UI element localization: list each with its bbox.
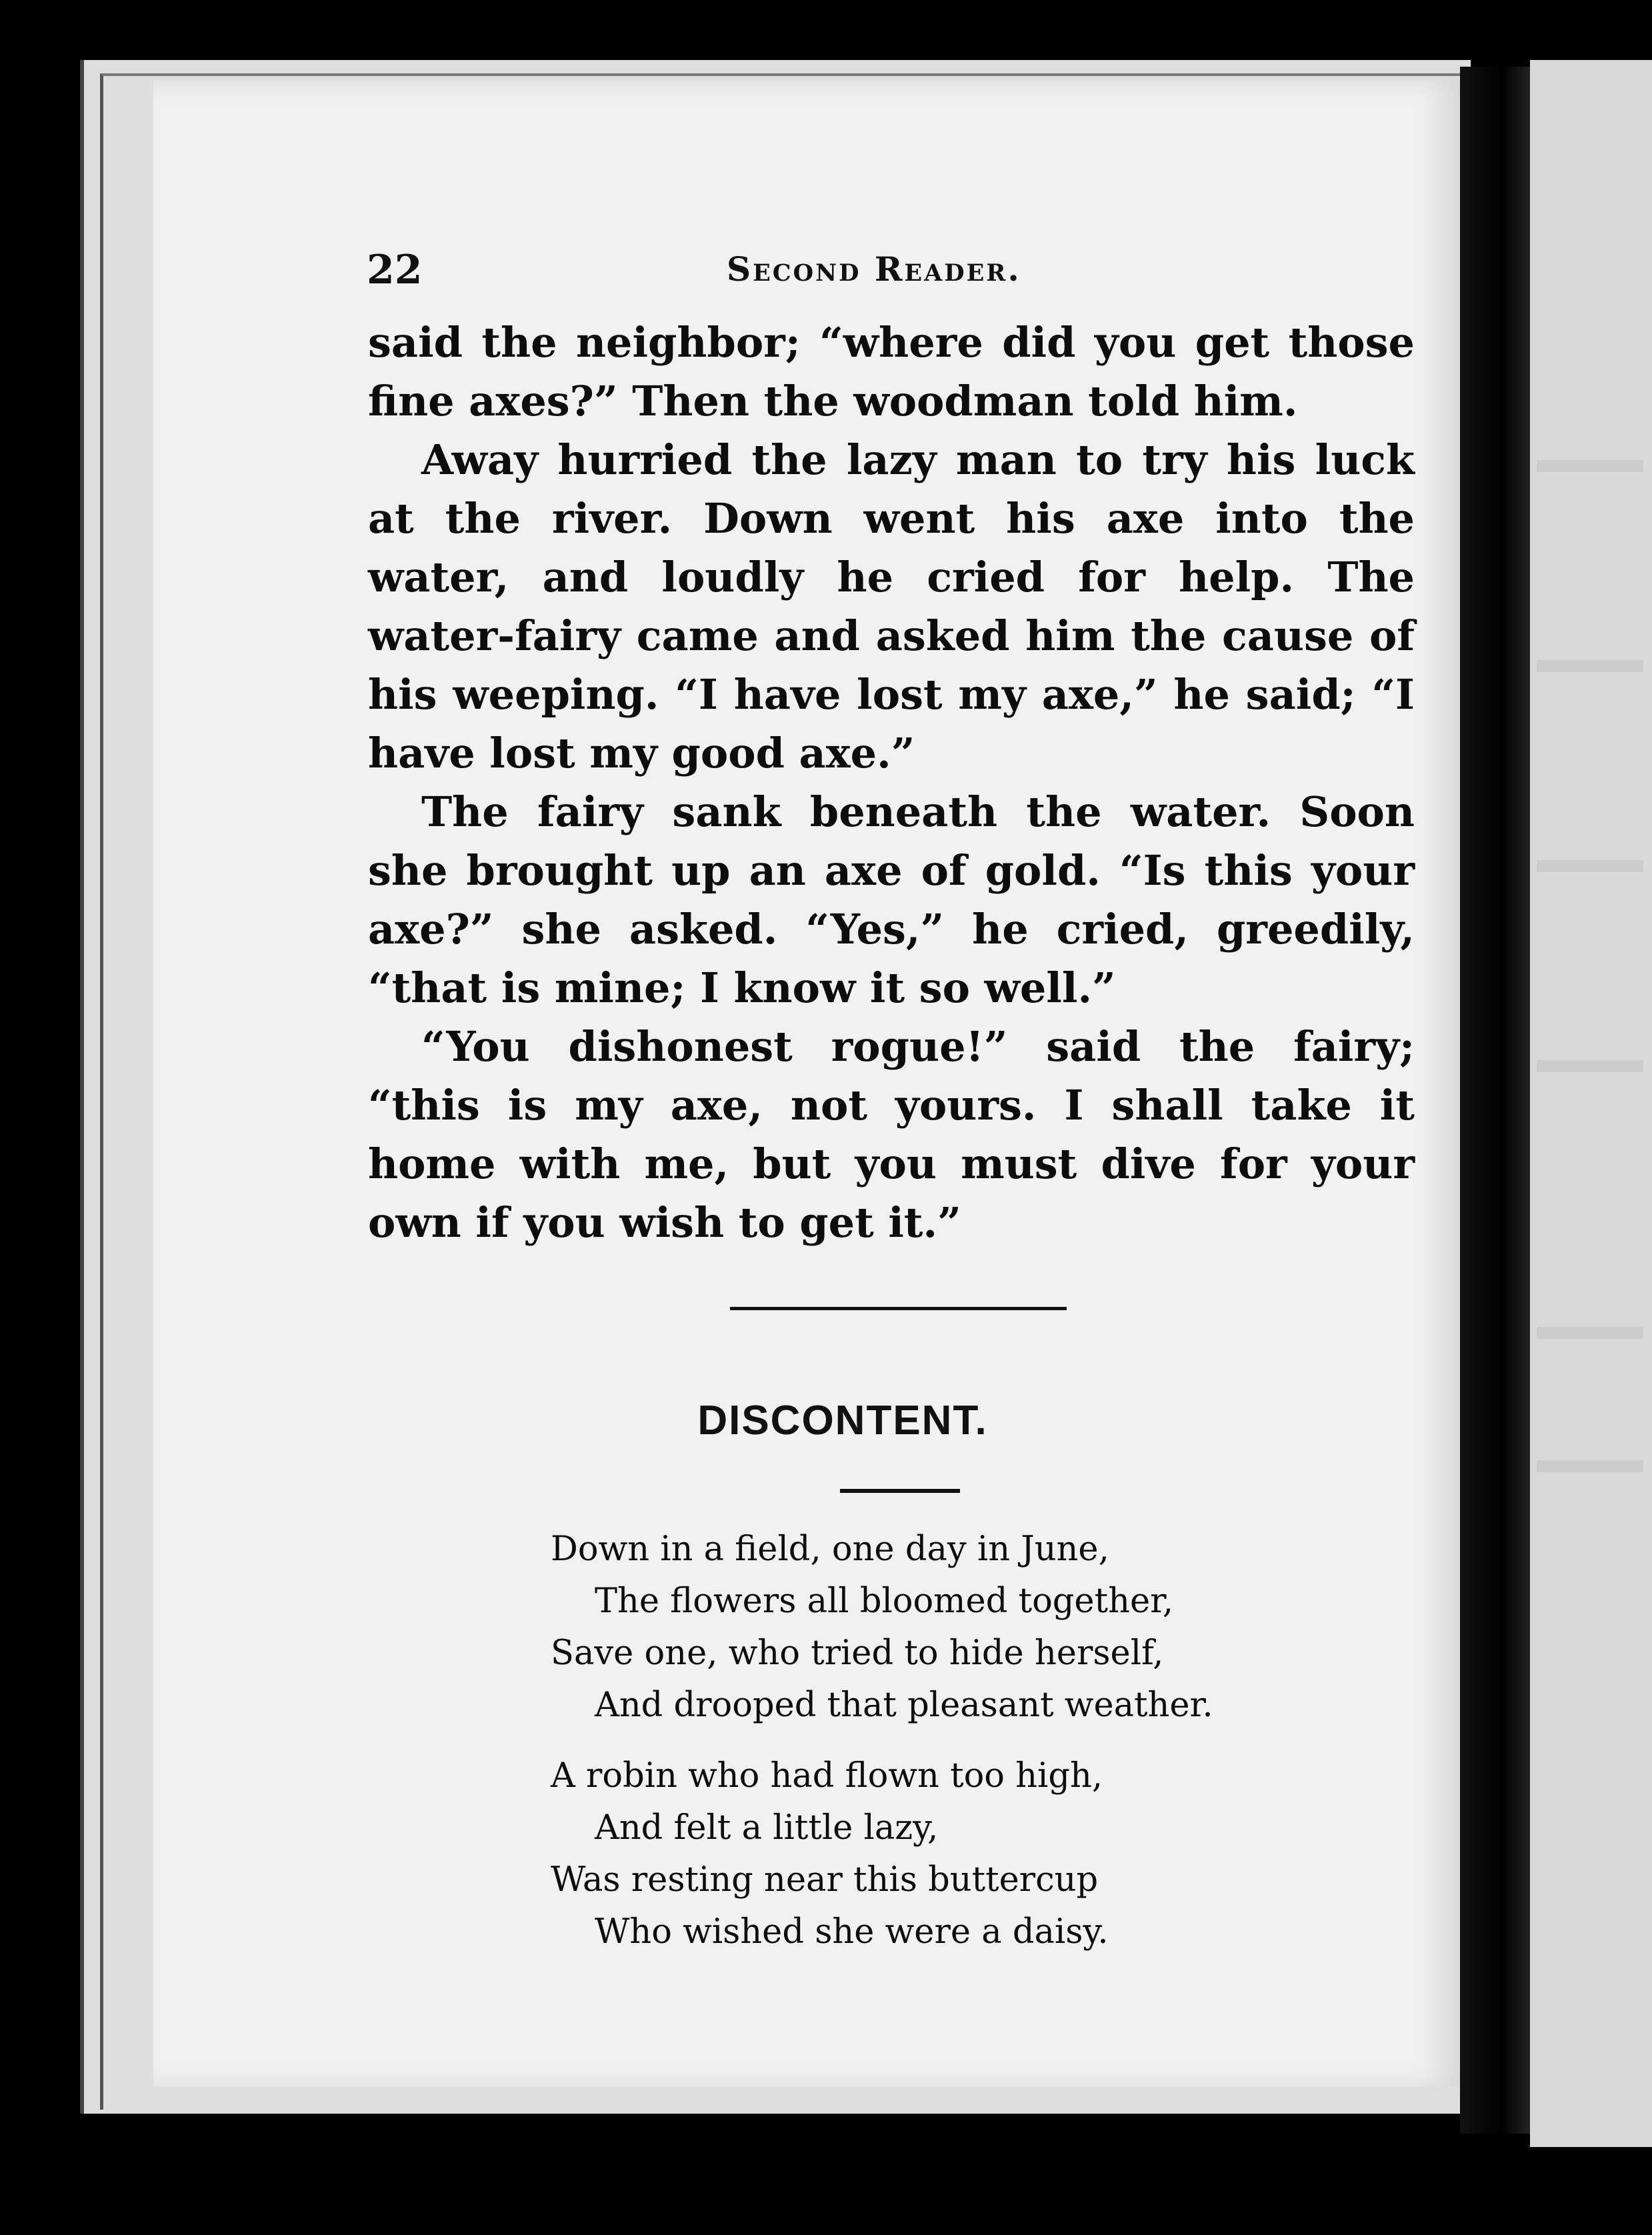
poem-line: And drooped that pleasant weather.	[595, 1686, 1213, 1725]
poem-line: Was resting near this buttercup	[551, 1860, 1099, 1900]
title-underline	[840, 1489, 960, 1493]
poem-line: And felt a little lazy,	[595, 1808, 939, 1848]
poem-stanza	[551, 1524, 1417, 1732]
poem-title: DISCONTENT.	[697, 1398, 988, 1444]
poem-stanza	[551, 1750, 1417, 1958]
book-gutter	[1460, 67, 1530, 2134]
story-text	[368, 313, 1415, 1252]
paragraph: Away hurried the lazy man to try his luck at the river. Down went his axe into the water, and loudly he cried for help. The water-fairy came and asked him the cause of his weeping. “I have lost my axe,” he said; “I have lost my good axe.”	[368, 435, 1415, 777]
paragraph: said the neighbor; “where did you get those fine axes?” Then the woodman told him.	[368, 318, 1415, 425]
page-header	[367, 247, 1413, 300]
poem-line: A robin who had flown too high,	[551, 1756, 1103, 1796]
poem-line: Save one, who tried to hide herself,	[551, 1634, 1164, 1673]
adjacent-page-edge	[1530, 60, 1652, 2147]
poem-line: Down in a field, one day in June,	[551, 1530, 1109, 1569]
poem-line: The flowers all bloomed together,	[595, 1582, 1174, 1621]
section-divider	[730, 1307, 1067, 1310]
paragraph: The fairy sank beneath the water. Soon she brought up an axe of gold. “Is this your axe?” she asked. “Yes,” he cried, greedily, “that is mine; I know it so well.”	[368, 787, 1415, 1012]
running-head: Second Reader.	[727, 249, 1021, 289]
poem	[551, 1524, 1417, 1977]
page-number: 22	[367, 247, 423, 293]
paragraph: “You dishonest rogue!” said the fairy; “this is my axe, not yours. I shall take it home with me, but you must dive for your own if you wish to get it.”	[368, 1022, 1415, 1247]
poem-line: Who wished she were a daisy.	[595, 1912, 1109, 1952]
